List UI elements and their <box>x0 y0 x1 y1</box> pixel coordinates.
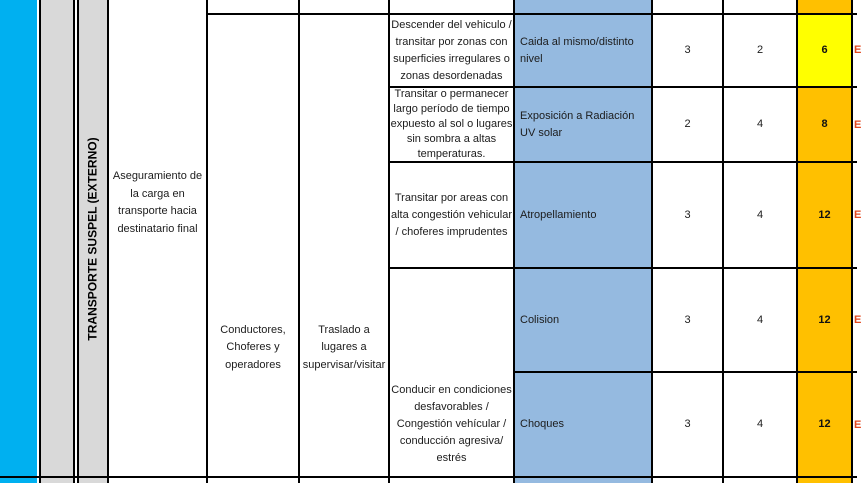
risk-score-cell[interactable]: 8 <box>798 88 851 161</box>
task-label: Traslado a lugares a supervisar/visitar <box>302 323 386 371</box>
risk-score-cell[interactable]: 12 <box>798 269 851 371</box>
grid-line <box>851 0 853 483</box>
gray-spacer-column <box>41 0 73 483</box>
grid-line <box>388 0 390 483</box>
severity-cell[interactable]: 4 <box>756 118 764 130</box>
probability-cell[interactable]: 2 <box>684 118 691 130</box>
probability-cell[interactable]: 3 <box>684 208 691 221</box>
grid-line <box>722 0 724 483</box>
grid-line <box>388 161 857 163</box>
grid-line <box>796 0 798 483</box>
edge-label: E <box>854 209 862 221</box>
severity-cell[interactable]: 4 <box>756 208 764 221</box>
severity-cell[interactable]: 2 <box>756 44 764 56</box>
grid-line <box>388 267 857 269</box>
edge-label: E <box>854 118 862 131</box>
risk-score-cell[interactable]: 12 <box>798 373 851 476</box>
grid-line <box>39 0 41 483</box>
personnel-cell[interactable] <box>209 313 297 383</box>
activity-cell[interactable]: Transitar o permanecer largo período de tiempo expuesto al sol o lugares sin sombra a altas temperaturas. <box>390 88 513 160</box>
hazard-cell[interactable]: Choques <box>520 418 565 430</box>
hazard-cell[interactable]: Exposición a Radiación UV solar <box>520 109 635 139</box>
grid-line <box>298 0 300 483</box>
edge-label: E <box>854 314 862 326</box>
grid-line <box>651 0 653 483</box>
grid-line <box>206 13 857 15</box>
risk-score-cell[interactable]: 6 <box>798 15 851 86</box>
hazard-cell[interactable]: Colision <box>520 313 560 326</box>
personnel-label: Conductores, Choferes y operadores <box>220 323 286 371</box>
grid-line <box>107 0 109 483</box>
grid-line <box>513 0 515 483</box>
risk-score-cell[interactable]: 12 <box>798 163 851 267</box>
probability-cell[interactable]: 3 <box>684 418 691 430</box>
left-cyan-stripe <box>0 0 37 483</box>
grid-line <box>73 0 75 483</box>
grid-line <box>77 0 79 483</box>
probability-cell[interactable]: 3 <box>684 44 691 56</box>
grid-line <box>0 476 857 478</box>
category-cell[interactable] <box>79 0 107 477</box>
edge-label: E <box>854 418 862 431</box>
grid-line <box>206 0 208 483</box>
hazard-cell[interactable]: Caida al mismo/distinto nivel <box>520 35 634 65</box>
grid-line <box>513 371 857 373</box>
activity-cell[interactable]: Descender del vehiculo / transitar por zonas con superficies irregulares o zonas desordenadas <box>391 18 512 82</box>
severity-cell[interactable]: 4 <box>756 418 764 430</box>
edge-label: E <box>854 44 862 56</box>
activity-cell[interactable]: Transitar por areas con alta congestión vehicular / choferes imprudentes <box>390 191 513 238</box>
hazard-cell[interactable]: Atropellamiento <box>520 208 597 221</box>
probability-cell[interactable]: 3 <box>684 313 691 326</box>
severity-cell[interactable]: 4 <box>756 313 764 326</box>
task-cell[interactable] <box>301 313 387 383</box>
grid-line <box>388 86 857 88</box>
category-label: TRANSPORTE SUSPEL (EXTERNO) <box>86 136 101 341</box>
process-label: Aseguramiento de la carga en transporte hacia destinatario final <box>112 170 203 235</box>
activity-cell[interactable]: Conducir en condiciones desfavorables / Congestión vehícular / conducción agresiva/ estrés <box>391 384 512 464</box>
process-cell[interactable] <box>110 0 205 406</box>
